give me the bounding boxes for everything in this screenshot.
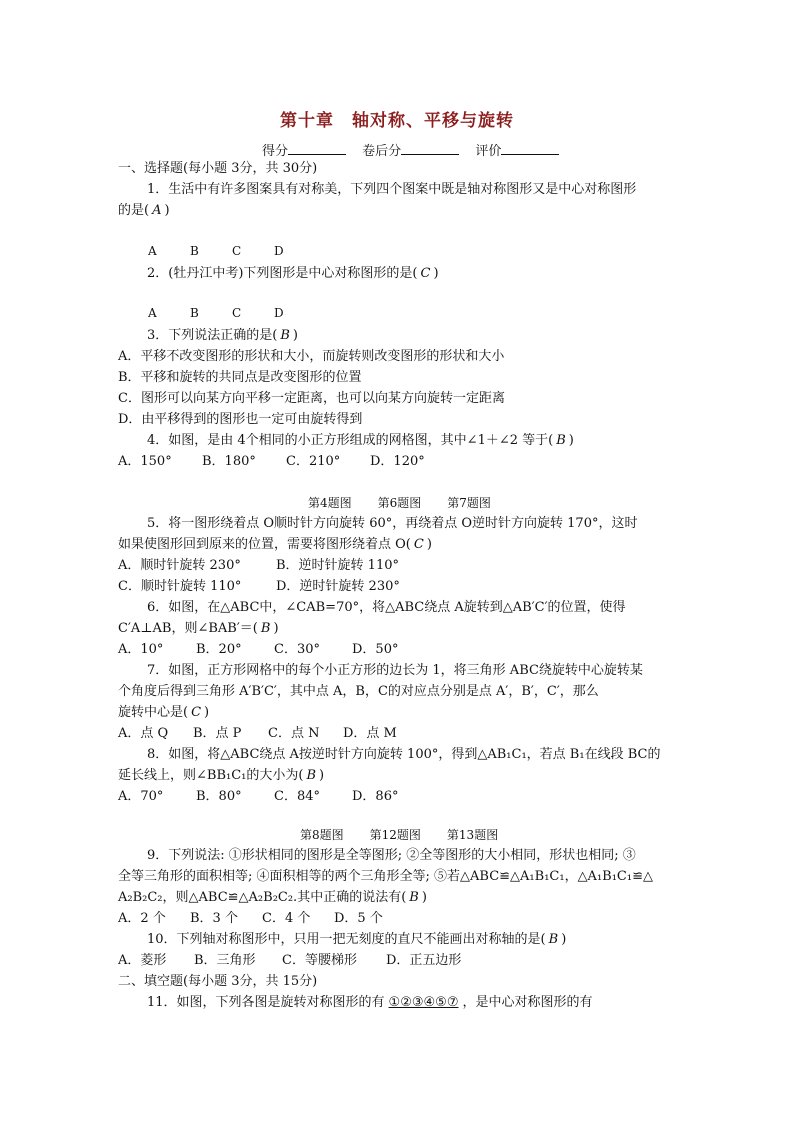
q9-option-c: C．4 个 bbox=[262, 911, 311, 926]
q3-option-b: B．平移和旋转的共同点是改变图形的位置 bbox=[118, 370, 362, 385]
q6-option-b: B．20° bbox=[196, 642, 242, 657]
q10-answer: B bbox=[548, 932, 559, 947]
q5-options-row2 bbox=[118, 578, 400, 596]
q4-option-c: C．210° bbox=[286, 454, 341, 469]
q2-figure-labels bbox=[148, 306, 316, 320]
q8-paren: ) bbox=[319, 768, 325, 783]
score-label: 得分 bbox=[262, 144, 289, 159]
q8-options bbox=[118, 788, 398, 806]
q9-answer: B bbox=[409, 890, 419, 905]
q8-text: 延长线上，则∠BB₁C₁的大小为( bbox=[118, 768, 304, 783]
q6-line2 bbox=[118, 620, 279, 638]
q3-option-a: A．平移不改变图形的形状和大小，而旋转则改变图形的形状和大小 bbox=[118, 349, 505, 364]
q2-line bbox=[147, 265, 439, 283]
q4-option-a: A．150° bbox=[118, 454, 172, 469]
caption-fig8: 第8题图 bbox=[300, 828, 344, 842]
caption-fig12: 第12题图 bbox=[369, 828, 421, 842]
q9-line2: 全等三角形的面积相等; ④面积相等的两个三角形全等; ⑤若△ABC≌△A₁B₁C₁，△A₁B₁C₁≌△ bbox=[118, 869, 653, 884]
q10-paren: ) bbox=[561, 932, 567, 947]
q3-option-d: D．由平移得到的图形也一定可由旋转得到 bbox=[118, 412, 363, 427]
figure-label-c: C bbox=[232, 306, 242, 320]
q1-text: 的是( bbox=[118, 203, 150, 218]
caption-fig7: 第7题图 bbox=[447, 496, 491, 510]
final-score-label: 卷后分 bbox=[362, 144, 402, 159]
q9-option-b: B．3 个 bbox=[190, 911, 238, 926]
score-blank bbox=[288, 142, 346, 155]
evaluation-label: 评价 bbox=[475, 144, 502, 159]
q8-option-d: D．86° bbox=[352, 789, 399, 804]
q6-option-c: C．30° bbox=[274, 642, 320, 657]
figure-label-a: A bbox=[148, 306, 157, 320]
figure-label-c: C bbox=[232, 244, 242, 258]
figure-captions-1 bbox=[308, 494, 517, 511]
q1-paren: ) bbox=[164, 203, 170, 218]
figure-captions-2 bbox=[300, 826, 524, 843]
q9-line1: 9．下列说法: ①形状相同的图形是全等图形; ②全等图形的大小相同，形状也相同; ③ bbox=[147, 848, 636, 863]
q8-line2 bbox=[118, 767, 324, 785]
q4-line bbox=[147, 432, 574, 450]
q6-options bbox=[118, 641, 398, 659]
q3-line bbox=[147, 327, 298, 345]
q1-answer: A bbox=[152, 203, 162, 218]
q11-text-2: ，是中心对称图形的有 bbox=[462, 995, 593, 1010]
q4-text: 4．如图，是由 4个相同的小正方形组成的网格图，其中∠1＋∠2 等于( bbox=[147, 433, 554, 448]
q5-text: 如果使图形回到原来的位置，需要将图形绕着点 O( bbox=[118, 537, 411, 552]
q9-paren: ) bbox=[421, 890, 427, 905]
q5-line2 bbox=[118, 536, 432, 554]
section-heading-choice: 一、选择题(每小题 3分，共 30分) bbox=[118, 161, 318, 176]
q2-paren: ) bbox=[433, 266, 439, 281]
score-line bbox=[262, 140, 571, 159]
q7-option-c: C．点 N bbox=[268, 726, 320, 741]
caption-fig4: 第4题图 bbox=[308, 496, 352, 510]
q7-line3 bbox=[118, 704, 209, 722]
q5-paren: ) bbox=[426, 537, 432, 552]
q10-options bbox=[118, 952, 461, 970]
figure-label-d: D bbox=[274, 306, 284, 320]
q5-option-d: D．逆时针旋转 230° bbox=[276, 579, 400, 594]
q8-option-a: A．70° bbox=[118, 789, 164, 804]
q3-paren: ) bbox=[292, 328, 298, 343]
q9-text: A₂B₂C₂，则△ABC≌△A₂B₂C₂.其中正确的说法有( bbox=[118, 890, 407, 905]
caption-fig6: 第6题图 bbox=[377, 496, 422, 510]
q10-text: 10．下列轴对称图形中，只用一把无刻度的直尺不能画出对称轴的是( bbox=[147, 932, 546, 947]
q9-line3 bbox=[118, 889, 427, 907]
figure-label-d: D bbox=[274, 244, 284, 258]
q8-option-c: C．84° bbox=[274, 789, 320, 804]
q10-option-a: A．菱形 bbox=[118, 953, 167, 968]
q4-option-b: B．180° bbox=[202, 454, 256, 469]
q10-option-b: B．三角形 bbox=[194, 953, 256, 968]
q5-line1: 5．将一图形绕着点 O顺时针方向旋转 60°，再绕着点 O逆时针方向旋转 170°，这时 bbox=[147, 516, 638, 531]
q5-option-b: B．逆时针旋转 110° bbox=[276, 558, 399, 573]
final-score-blank bbox=[401, 142, 459, 155]
q7-answer: C bbox=[191, 705, 202, 720]
figure-label-b: B bbox=[190, 306, 199, 320]
q6-answer: B bbox=[260, 621, 271, 636]
q9-option-a: A．2 个 bbox=[118, 911, 166, 926]
figure-label-b: B bbox=[190, 244, 199, 258]
evaluation-blank bbox=[501, 142, 559, 155]
q2-answer: C bbox=[420, 266, 431, 281]
q8-line1: 8．如图，将△ABC绕点 A按逆时针方向旋转 100°，得到△AB₁C₁，若点 B₁在线段 BC的 bbox=[147, 747, 661, 762]
q6-line1: 6．如图，在△ABC中，∠CAB=70°，将△ABC绕点 A旋转到△AB′C′的位置，使得 bbox=[147, 600, 626, 615]
q5-options-row1 bbox=[118, 557, 399, 575]
q8-option-b: B．80° bbox=[196, 789, 242, 804]
q2-text: 2．(牡丹江中考)下列图形是中心对称图形的是( bbox=[147, 266, 418, 281]
q4-option-d: D．120° bbox=[370, 454, 425, 469]
q6-option-d: D．50° bbox=[352, 642, 399, 657]
q4-answer: B bbox=[556, 433, 566, 448]
q11-line bbox=[147, 994, 593, 1012]
q4-paren: ) bbox=[568, 433, 574, 448]
q4-options bbox=[118, 453, 425, 471]
q5-answer: C bbox=[413, 537, 424, 552]
q6-text: C′A⊥AB，则∠BAB′＝( bbox=[118, 621, 258, 636]
q10-line bbox=[147, 931, 566, 949]
q7-option-a: A．点 Q bbox=[118, 726, 169, 741]
q1-line2 bbox=[118, 202, 170, 220]
figure-label-a: A bbox=[148, 244, 157, 258]
q7-line2: 个角度后得到三角形 A′B′C′，其中点 A，B，C的对应点分别是点 A′，B′，C′，那么 bbox=[118, 684, 599, 699]
q7-options bbox=[118, 725, 397, 743]
q3-answer: B bbox=[280, 328, 290, 343]
q5-option-a: A．顺时针旋转 230° bbox=[118, 558, 241, 573]
q8-answer: B bbox=[306, 768, 317, 783]
q3-text: 3．下列说法正确的是( bbox=[147, 328, 278, 343]
q7-option-d: D．点 M bbox=[343, 726, 397, 741]
q3-option-c: C．图形可以向某方向平移一定距离，也可以向某方向旋转一定距离 bbox=[118, 391, 505, 406]
q10-option-d: D．正五边形 bbox=[386, 953, 462, 968]
q1-figure-labels bbox=[148, 244, 316, 258]
q10-option-c: C．等腰梯形 bbox=[282, 953, 357, 968]
q5-option-c: C．顺时针旋转 110° bbox=[118, 579, 242, 594]
q9-option-d: D．5 个 bbox=[334, 911, 383, 926]
q9-options bbox=[118, 910, 383, 928]
q6-paren: ) bbox=[273, 621, 279, 636]
q7-paren: ) bbox=[204, 705, 210, 720]
q6-option-a: A．10° bbox=[118, 642, 164, 657]
caption-fig13: 第13题图 bbox=[446, 828, 499, 842]
q11-text: 11．如图，下列各图是旋转对称图形的有 bbox=[147, 995, 385, 1010]
q7-option-b: B．点 P bbox=[193, 726, 242, 741]
q7-text: 旋转中心是( bbox=[118, 705, 189, 720]
q11-answer: ①②③④⑤⑦ bbox=[388, 995, 459, 1010]
page-title: 第十章 轴对称、平移与旋转 bbox=[280, 111, 514, 131]
q1-line1: 1．生活中有许多图案具有对称美，下列四个图案中既是轴对称图形又是中心对称图形 bbox=[147, 182, 637, 197]
q7-line1: 7．如图，正方形网格中的每个小正方形的边长为 1，将三角形 ABC绕旋转中心旋转某 bbox=[147, 663, 643, 678]
section-heading-fill: 二、填空题(每小题 3分，共 15分) bbox=[118, 974, 318, 989]
